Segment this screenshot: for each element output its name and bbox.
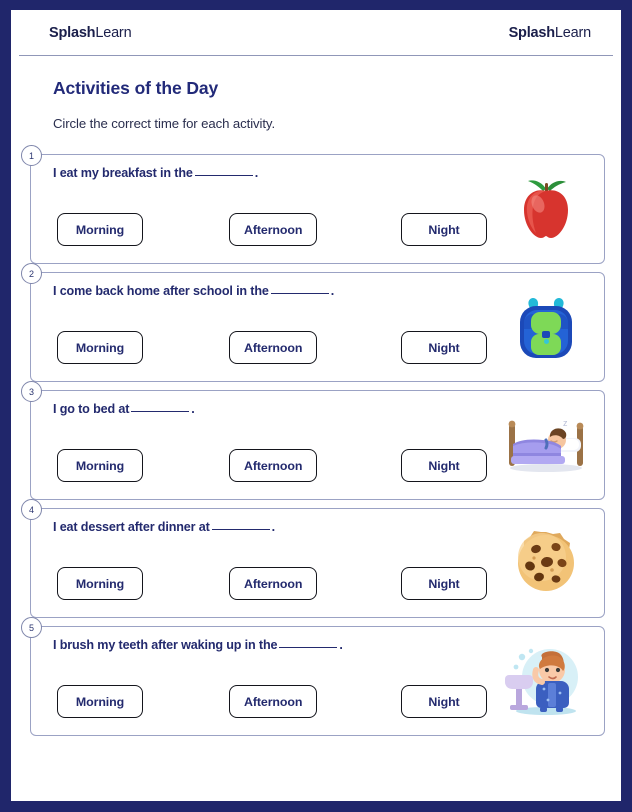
option-slot (229, 213, 401, 246)
question-card-4 (28, 504, 605, 618)
question-number-3: 3 (21, 381, 42, 402)
option-night-3[interactable]: Night (401, 449, 487, 482)
question-2-punctuation: . (330, 284, 335, 298)
option-afternoon-5[interactable]: Afternoon (229, 685, 317, 718)
option-slot (57, 449, 229, 482)
question-4-blank (212, 529, 270, 530)
question-text-1 (53, 166, 258, 180)
question-card-5 (28, 622, 605, 736)
option-slot (401, 213, 487, 246)
logo-right-bold-text: Splash (508, 24, 555, 41)
question-3-punctuation: . (191, 402, 195, 416)
question-number-1: 1 (21, 145, 42, 166)
question-text-3 (53, 402, 195, 416)
option-slot (229, 449, 401, 482)
question-1-blank (195, 175, 253, 176)
options-row-2 (57, 331, 493, 364)
option-morning-5[interactable]: Morning (57, 685, 143, 718)
logo-right-light-text: Learn (554, 24, 591, 41)
backpack-icon (500, 286, 592, 368)
question-5-blank (279, 647, 337, 648)
option-night-5[interactable]: Night (401, 685, 487, 718)
option-slot (229, 685, 401, 718)
brushing-teeth-icon (500, 640, 592, 722)
question-card-3 (28, 386, 605, 500)
worksheet-header (19, 10, 613, 56)
option-night-2[interactable]: Night (401, 331, 487, 364)
splashlearn-logo-left (49, 25, 131, 41)
questions-list (11, 150, 621, 736)
option-slot (401, 331, 487, 364)
question-text-2 (53, 284, 334, 298)
cookie-icon (500, 522, 592, 604)
option-afternoon-1[interactable]: Afternoon (229, 213, 317, 246)
options-row-5 (57, 685, 493, 718)
options-row-3 (57, 449, 493, 482)
options-row-1 (57, 213, 493, 246)
option-slot (57, 567, 229, 600)
svg-text:z: z (563, 418, 568, 428)
question-number-5: 5 (21, 617, 42, 638)
option-slot (229, 331, 401, 364)
question-3-blank (131, 411, 189, 412)
question-4-prompt: I eat dessert after dinner at (53, 520, 210, 534)
option-morning-2[interactable]: Morning (57, 331, 143, 364)
option-morning-4[interactable]: Morning (57, 567, 143, 600)
question-2-prompt: I come back home after school in the (53, 284, 269, 298)
question-text-5 (53, 638, 343, 652)
option-night-4[interactable]: Night (401, 567, 487, 600)
option-afternoon-4[interactable]: Afternoon (229, 567, 317, 600)
option-afternoon-2[interactable]: Afternoon (229, 331, 317, 364)
option-slot (57, 685, 229, 718)
question-number-4: 4 (21, 499, 42, 520)
question-number-2: 2 (21, 263, 42, 284)
option-slot (401, 567, 487, 600)
option-afternoon-3[interactable]: Afternoon (229, 449, 317, 482)
option-slot (229, 567, 401, 600)
question-card-1 (28, 150, 605, 264)
logo-left-light-text: Learn (95, 24, 132, 41)
worksheet-sheet (11, 10, 621, 801)
option-morning-1[interactable]: Morning (57, 213, 143, 246)
option-slot (57, 213, 229, 246)
worksheet-instruction: Circle the correct time for each activity. (53, 116, 276, 131)
sleeping-in-bed-icon (500, 404, 592, 486)
logo-left-bold-text: Splash (49, 24, 96, 41)
question-2-blank (271, 293, 329, 294)
question-text-4 (53, 520, 275, 534)
question-1-prompt: I eat my breakfast in the (53, 166, 193, 180)
page-title: Activities of the Day (53, 78, 219, 98)
apple-icon (500, 168, 592, 250)
question-3-prompt: I go to bed at (53, 402, 130, 416)
option-slot (401, 685, 487, 718)
option-night-1[interactable]: Night (401, 213, 487, 246)
question-5-prompt: I brush my teeth after waking up in the (53, 638, 278, 652)
question-card-2 (28, 268, 605, 382)
option-slot (57, 331, 229, 364)
options-row-4 (57, 567, 493, 600)
question-5-punctuation: . (339, 638, 343, 652)
title-block (11, 56, 621, 131)
option-morning-3[interactable]: Morning (57, 449, 143, 482)
option-slot (401, 449, 487, 482)
splashlearn-logo-right (509, 25, 591, 41)
question-4-punctuation: . (271, 520, 275, 534)
question-1-punctuation: . (254, 166, 259, 180)
